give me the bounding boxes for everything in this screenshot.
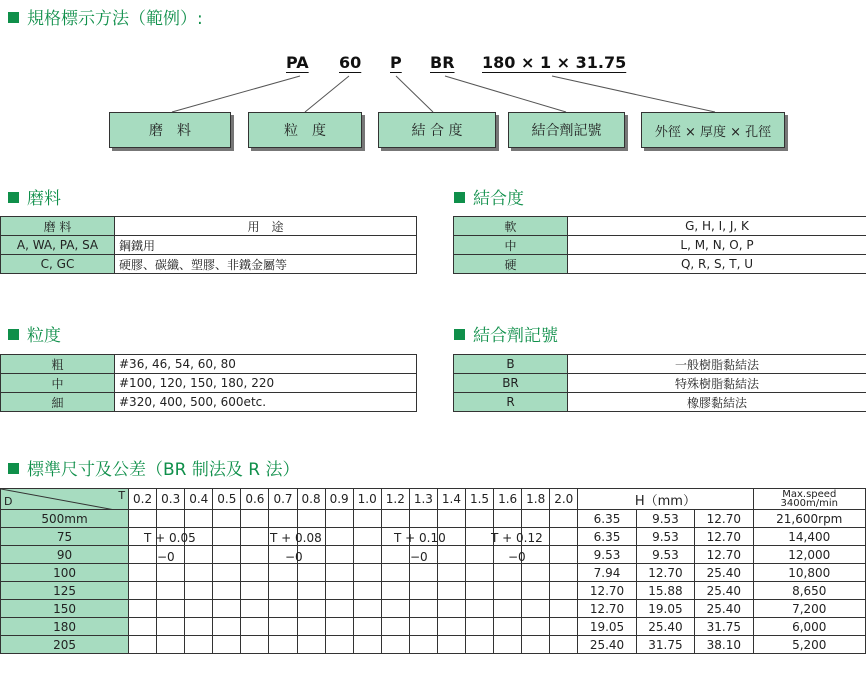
t-cell [522,636,550,654]
t-cell [157,564,185,582]
t-header: 0.9 [325,489,353,510]
h-cell: 31.75 [695,618,753,636]
speed-cell: 10,800 [753,564,865,582]
h-cell: 7.94 [578,564,636,582]
t-cell [353,546,381,564]
t-header: 1.0 [353,489,381,510]
t-cell [466,618,494,636]
h-header: H（mm） [578,489,753,510]
t-cell [522,600,550,618]
t-cell [381,600,409,618]
table-row [1,600,866,618]
table-row [1,217,417,236]
h-cell: 9.53 [636,528,694,546]
t-cell [213,582,241,600]
t-cell [241,528,269,546]
t-cell [522,564,550,582]
t-cell [325,600,353,618]
code-bond: BR [430,53,455,72]
speed-cell: 21,600rpm [753,510,865,528]
hardness-table [453,216,866,274]
t-cell [213,528,241,546]
diagonal-line [1,489,115,510]
t-cell [129,510,157,528]
h-cell: 25.40 [695,582,753,600]
t-header: 0.6 [241,489,269,510]
t-cell [409,582,437,600]
t-cell [353,564,381,582]
t-cell [381,510,409,528]
tolerance-minus: −0 [157,550,175,564]
t-header: 0.7 [269,489,297,510]
t-header: 0.2 [129,489,157,510]
h-cell: 15.88 [636,582,694,600]
t-cell [213,564,241,582]
h-cell: 31.75 [636,636,694,654]
bond-code: BR [454,374,568,393]
t-cell [269,636,297,654]
hardness-codes: L, M, N, O, P [568,236,866,255]
bond-code: B [454,355,568,374]
t-cell [466,582,494,600]
t-cell [241,546,269,564]
d-cell: 90 [1,546,129,564]
table-row [1,618,866,636]
speed-header-line1: Max.speed [782,489,837,500]
t-cell [269,510,297,528]
t-cell [157,636,185,654]
label-box-grit: 粒 度 [248,112,362,148]
table-header-row [1,489,866,510]
abrasive-code: A, WA, PA, SA [1,236,115,255]
d-cell: 500mm [1,510,129,528]
t-cell [185,618,213,636]
speed-cell: 5,200 [753,636,865,654]
tolerance-plus: T + 0.10 [394,531,446,545]
t-cell [550,636,578,654]
table-row [454,374,866,393]
t-cell [522,510,550,528]
t-cell [522,582,550,600]
hardness-grade: 中 [454,236,568,255]
t-cell [157,600,185,618]
h-cell: 9.53 [578,546,636,564]
t-cell [522,618,550,636]
main-title: 規格標示方法（範例）: [8,4,203,29]
header-abrasive: 磨 料 [1,217,115,236]
t-cell [325,528,353,546]
speed-cell: 14,400 [753,528,865,546]
table-row [454,236,866,255]
t-header: 0.4 [185,489,213,510]
t-cell [550,564,578,582]
t-cell [325,636,353,654]
t-cell [241,564,269,582]
section-title-grit: 粒度 [8,321,61,346]
h-cell: 12.70 [695,546,753,564]
t-cell [129,618,157,636]
t-cell [297,510,325,528]
section-title-hardness: 結合度 [454,184,524,209]
table-row [454,355,866,374]
t-cell [269,600,297,618]
h-cell: 9.53 [636,546,694,564]
h-cell: 6.35 [578,528,636,546]
t-cell [409,510,437,528]
t-header: 0.8 [297,489,325,510]
t-cell [129,636,157,654]
t-cell [550,546,578,564]
t-cell [550,582,578,600]
h-cell: 12.70 [695,528,753,546]
t-cell [381,564,409,582]
code-abrasive: PA [286,53,309,72]
t-cell [185,546,213,564]
t-cell [466,546,494,564]
t-cell [185,510,213,528]
t-cell [494,636,522,654]
hardness-codes: G, H, I, J, K [568,217,866,236]
grit-class: 粗 [1,355,115,374]
label-box-size: 外徑 × 厚度 × 孔徑 [641,112,785,148]
t-cell [185,636,213,654]
t-cell [437,600,465,618]
corner-t-label: T [118,489,126,502]
t-cell [157,510,185,528]
h-cell: 25.40 [636,618,694,636]
d-cell: 205 [1,636,129,654]
t-header: 1.4 [437,489,465,510]
t-cell [353,636,381,654]
t-cell [466,564,494,582]
tolerance-plus: T + 0.08 [270,531,322,545]
table-row [1,546,866,564]
section-title-bond: 結合劑記號 [454,321,558,346]
t-header: 1.5 [466,489,494,510]
t-cell [437,636,465,654]
t-header: 1.8 [522,489,550,510]
grit-values: #320, 400, 500, 600etc. [115,393,417,412]
t-cell [494,582,522,600]
code-hardness: P [390,53,402,72]
h-cell: 25.40 [695,600,753,618]
t-cell [409,600,437,618]
t-cell [213,546,241,564]
t-header: 1.6 [494,489,522,510]
t-cell [550,618,578,636]
abrasive-code: C, GC [1,255,115,274]
t-cell [437,618,465,636]
hardness-codes: Q, R, S, T, U [568,255,866,274]
t-cell [185,600,213,618]
t-cell [466,528,494,546]
t-cell [241,510,269,528]
label-box-abrasive: 磨 料 [109,112,231,148]
corner-cell [1,489,129,510]
table-row [454,217,866,236]
h-cell: 12.70 [636,564,694,582]
t-cell [437,564,465,582]
t-cell [325,618,353,636]
t-cell [185,564,213,582]
table-row [1,510,866,528]
label-box-hardness: 結 合 度 [378,112,496,148]
abrasive-table [0,216,417,274]
t-cell [213,618,241,636]
t-header: 1.3 [409,489,437,510]
tolerance-minus: −0 [410,550,428,564]
t-cell [325,582,353,600]
d-cell: 125 [1,582,129,600]
bond-desc: 特殊樹脂黏結法 [568,374,866,393]
table-row [1,564,866,582]
t-cell [129,546,157,564]
d-cell: 150 [1,600,129,618]
table-row [1,582,866,600]
t-cell [381,582,409,600]
t-cell [213,600,241,618]
h-cell: 6.35 [578,510,636,528]
t-cell [381,618,409,636]
t-cell [325,510,353,528]
bond-desc: 一般樹脂黏結法 [568,355,866,374]
table-row [1,636,866,654]
table-row [1,374,417,393]
t-cell [409,636,437,654]
t-cell [157,582,185,600]
speed-cell: 7,200 [753,600,865,618]
t-header: 1.2 [381,489,409,510]
h-cell: 25.40 [695,564,753,582]
speed-cell: 12,000 [753,546,865,564]
hardness-grade: 軟 [454,217,568,236]
t-cell [297,636,325,654]
t-cell [550,510,578,528]
square-bullet-icon [454,192,465,203]
t-cell [325,546,353,564]
t-cell [129,564,157,582]
d-cell: 180 [1,618,129,636]
t-cell [466,636,494,654]
t-cell [129,600,157,618]
speed-cell: 6,000 [753,618,865,636]
t-cell [437,582,465,600]
corner-d-label: D [4,495,13,508]
section-title-abrasive: 磨料 [8,184,61,209]
t-cell [297,600,325,618]
tolerance-plus: T + 0.12 [491,531,543,545]
table-row [1,393,417,412]
t-cell [437,546,465,564]
t-header: 0.5 [213,489,241,510]
speed-header-line2: 3400m/min [780,498,838,509]
t-cell [353,600,381,618]
square-bullet-icon [8,463,19,474]
h-cell: 19.05 [636,600,694,618]
t-cell [409,618,437,636]
speed-header [753,489,865,510]
grit-class: 細 [1,393,115,412]
table-row [1,355,417,374]
t-cell [494,564,522,582]
label-box-bond: 結合劑記號 [508,112,625,148]
grit-table [0,354,417,412]
abrasive-usage: 鋼鐵用 [115,236,417,255]
t-cell [241,618,269,636]
t-cell [297,618,325,636]
t-cell [297,582,325,600]
h-cell: 38.10 [695,636,753,654]
t-cell [494,600,522,618]
t-cell [522,546,550,564]
t-cell [185,582,213,600]
t-cell [325,564,353,582]
t-header: 2.0 [550,489,578,510]
h-cell: 19.05 [578,618,636,636]
h-cell: 12.70 [695,510,753,528]
t-cell [269,618,297,636]
tolerance-minus: −0 [285,550,303,564]
t-cell [550,528,578,546]
t-cell [241,600,269,618]
h-cell: 12.70 [578,582,636,600]
table-row [454,255,866,274]
t-header: 0.3 [157,489,185,510]
table-row [1,236,417,255]
t-cell [381,546,409,564]
t-cell [353,528,381,546]
t-cell [494,510,522,528]
t-cell [157,618,185,636]
t-cell [269,582,297,600]
t-cell [353,582,381,600]
code-size: 180 × 1 × 31.75 [482,53,627,72]
section-title-size: 標準尺寸及公差（BR 制法及 R 法） [8,455,300,480]
t-cell [437,510,465,528]
t-cell [297,564,325,582]
bond-code: R [454,393,568,412]
t-cell [409,564,437,582]
grit-values: #100, 120, 150, 180, 220 [115,374,417,393]
t-cell [550,600,578,618]
header-usage: 用 途 [115,217,417,236]
connector-lines [0,0,866,120]
t-cell [129,582,157,600]
t-cell [494,618,522,636]
t-cell [269,564,297,582]
t-cell [466,510,494,528]
table-row [1,255,417,274]
square-bullet-icon [454,329,465,340]
tolerance-minus: −0 [508,550,526,564]
grit-values: #36, 46, 54, 60, 80 [115,355,417,374]
t-cell [213,510,241,528]
bond-table [453,354,866,412]
h-cell: 9.53 [636,510,694,528]
t-cell [466,600,494,618]
t-cell [241,636,269,654]
abrasive-usage: 硬膠、碳纖、塑膠、非鐵金屬等 [115,255,417,274]
t-cell [381,636,409,654]
code-grit: 60 [339,53,362,72]
t-cell [353,510,381,528]
h-cell: 12.70 [578,600,636,618]
size-table [0,488,866,654]
speed-cell: 8,650 [753,582,865,600]
square-bullet-icon [8,192,19,203]
tolerance-plus: T + 0.05 [144,531,196,545]
square-bullet-icon [8,329,19,340]
hardness-grade: 硬 [454,255,568,274]
t-cell [353,618,381,636]
h-cell: 25.40 [578,636,636,654]
t-cell [213,636,241,654]
d-cell: 75 [1,528,129,546]
t-cell [241,582,269,600]
table-row [454,393,866,412]
bond-desc: 橡膠黏結法 [568,393,866,412]
d-cell: 100 [1,564,129,582]
grit-class: 中 [1,374,115,393]
